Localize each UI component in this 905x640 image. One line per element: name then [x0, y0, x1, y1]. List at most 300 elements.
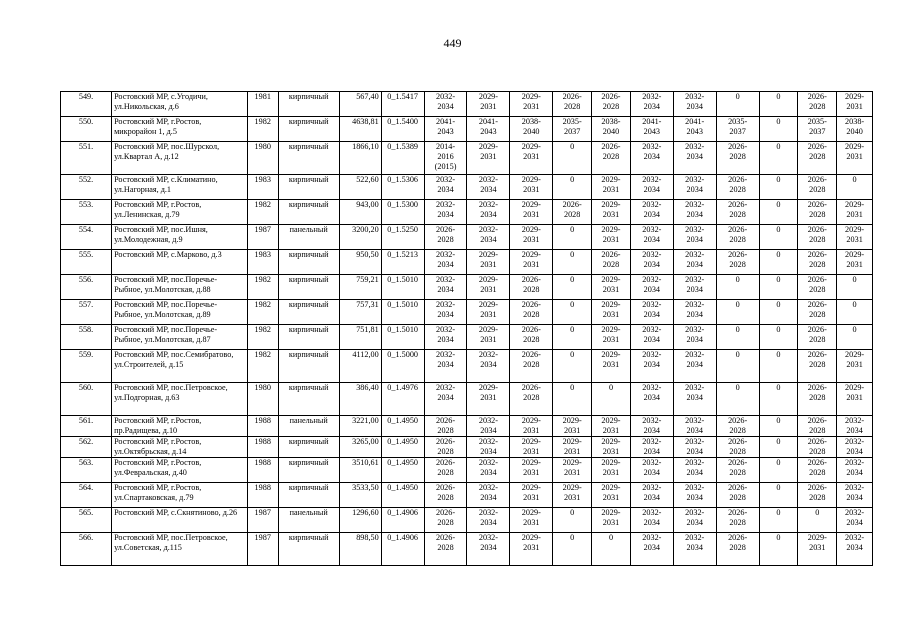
period-cell: 2032- 2034	[467, 458, 510, 483]
period-cell: 0	[553, 275, 592, 300]
area-cell: 4638,81	[339, 117, 381, 142]
period-cell: 2026- 2028	[798, 225, 837, 250]
period-cell: 2038- 2040	[837, 117, 873, 142]
year-cell: 1988	[247, 458, 278, 483]
period-cell: 2029- 2031	[510, 200, 553, 225]
row-number-cell: 561.	[61, 416, 112, 437]
period-cell: 2041- 2043	[673, 117, 716, 142]
period-cell: 2029- 2031	[592, 275, 631, 300]
period-cell: 2032- 2034	[630, 383, 673, 416]
period-cell: 0	[716, 383, 759, 416]
address-cell: Ростовский МР, с.Климатино, ул.Нагорная, д.1	[112, 175, 248, 200]
period-cell: 2029- 2031	[553, 458, 592, 483]
period-cell: 2032- 2034	[673, 325, 716, 350]
period-cell: 0	[759, 92, 798, 117]
row-number-cell: 556.	[61, 275, 112, 300]
period-cell: 2032- 2034	[424, 175, 467, 200]
table-row	[61, 533, 873, 566]
table-row	[61, 175, 873, 200]
period-cell: 2026- 2028	[510, 300, 553, 325]
period-cell: 2029- 2031	[467, 325, 510, 350]
period-cell: 2032- 2034	[837, 437, 873, 458]
period-cell: 2026- 2028	[424, 533, 467, 566]
page-number: 449	[443, 36, 462, 50]
rate-cell: 0_1.5213	[381, 250, 424, 275]
period-cell: 0	[759, 437, 798, 458]
period-cell: 2029- 2031	[592, 175, 631, 200]
row-number-cell: 566.	[61, 533, 112, 566]
period-cell: 2035- 2037	[553, 117, 592, 142]
period-cell: 2041- 2043	[467, 117, 510, 142]
period-cell: 0	[759, 300, 798, 325]
period-cell: 0	[553, 225, 592, 250]
area-cell: 759,21	[339, 275, 381, 300]
period-cell: 2026- 2028	[592, 142, 631, 175]
period-cell: 2032- 2034	[467, 437, 510, 458]
period-cell: 2032- 2034	[630, 416, 673, 437]
period-cell: 2026- 2028	[510, 350, 553, 383]
period-cell: 2026- 2028	[424, 225, 467, 250]
area-cell: 3265,00	[339, 437, 381, 458]
rate-cell: 0_1.5010	[381, 275, 424, 300]
rate-cell: 0_1.4950	[381, 416, 424, 437]
rate-cell: 0_1.4950	[381, 458, 424, 483]
address-cell: Ростовский МР, пос.Поречье-Рыбное, ул.Молотская, д.87	[112, 325, 248, 350]
material-cell: кирпичный	[278, 275, 339, 300]
period-cell: 0	[759, 117, 798, 142]
period-cell: 0	[837, 175, 873, 200]
year-cell: 1987	[247, 508, 278, 533]
address-cell: Ростовский МР, пос.Семибратово, ул.Строителей, д.15	[112, 350, 248, 383]
period-cell: 0	[759, 200, 798, 225]
row-number-cell: 563.	[61, 458, 112, 483]
period-cell: 2032- 2034	[630, 92, 673, 117]
material-cell: кирпичный	[278, 325, 339, 350]
period-cell: 2032- 2034	[467, 416, 510, 437]
period-cell: 2032- 2034	[630, 350, 673, 383]
address-cell: Ростовский МР, с.Скнятиново, д.26	[112, 508, 248, 533]
period-cell: 2032- 2034	[630, 458, 673, 483]
period-cell: 2026- 2028	[716, 437, 759, 458]
period-cell: 2029- 2031	[592, 483, 631, 508]
period-cell: 0	[759, 383, 798, 416]
period-cell: 2029- 2031	[510, 250, 553, 275]
period-cell: 2029- 2031	[510, 416, 553, 437]
period-cell: 2029- 2031	[592, 225, 631, 250]
period-cell: 2029- 2031	[510, 458, 553, 483]
period-cell: 2032- 2034	[673, 508, 716, 533]
period-cell: 2026- 2028	[716, 508, 759, 533]
material-cell: панельный	[278, 416, 339, 437]
period-cell: 2032- 2034	[837, 483, 873, 508]
period-cell: 2029- 2031	[510, 508, 553, 533]
material-cell: кирпичный	[278, 92, 339, 117]
period-cell: 2029- 2031	[592, 200, 631, 225]
material-cell: кирпичный	[278, 175, 339, 200]
year-cell: 1982	[247, 275, 278, 300]
period-cell: 2029- 2031	[510, 175, 553, 200]
period-cell: 0	[716, 350, 759, 383]
period-cell: 2029- 2031	[553, 416, 592, 437]
area-cell: 943,00	[339, 200, 381, 225]
period-cell: 2032- 2034	[673, 200, 716, 225]
area-cell: 751,81	[339, 325, 381, 350]
period-cell: 2032- 2034	[424, 350, 467, 383]
address-cell: Ростовский МР, пос.Поречье-Рыбное, ул.Молотская, д.89	[112, 300, 248, 325]
period-cell: 0	[759, 142, 798, 175]
material-cell: кирпичный	[278, 142, 339, 175]
period-cell: 2032- 2034	[467, 483, 510, 508]
period-cell: 2029- 2031	[510, 483, 553, 508]
table-row	[61, 200, 873, 225]
address-cell: Ростовский МР, г.Ростов, пр.Радищева, д.10	[112, 416, 248, 437]
year-cell: 1982	[247, 300, 278, 325]
address-cell: Ростовский МР, г.Ростов, ул.Февральская, д.40	[112, 458, 248, 483]
table-row	[61, 142, 873, 175]
year-cell: 1987	[247, 533, 278, 566]
period-cell: 2026- 2028	[798, 483, 837, 508]
period-cell: 0	[553, 142, 592, 175]
period-cell: 2026- 2028	[592, 250, 631, 275]
period-cell: 2026- 2028	[592, 92, 631, 117]
row-number-cell: 550.	[61, 117, 112, 142]
period-cell: 0	[759, 533, 798, 566]
period-cell: 2032- 2034	[837, 416, 873, 437]
table-row	[61, 275, 873, 300]
row-number-cell: 555.	[61, 250, 112, 275]
period-cell: 2032- 2034	[673, 275, 716, 300]
period-cell: 2032- 2034	[424, 325, 467, 350]
period-cell: 2032- 2034	[630, 325, 673, 350]
rate-cell: 0_1.5417	[381, 92, 424, 117]
period-cell: 2026- 2028	[510, 325, 553, 350]
period-cell: 2029- 2031	[592, 350, 631, 383]
year-cell: 1982	[247, 117, 278, 142]
period-cell: 2026- 2028	[510, 383, 553, 416]
address-cell: Ростовский МР, г.Ростов, микрорайон 1, д.5	[112, 117, 248, 142]
period-cell: 2026- 2028	[716, 175, 759, 200]
rate-cell: 0_1.5306	[381, 175, 424, 200]
period-cell: 2029- 2031	[510, 225, 553, 250]
period-cell: 2038- 2040	[592, 117, 631, 142]
period-cell: 2014- 2016 (2015)	[424, 142, 467, 175]
period-cell: 2029- 2031	[553, 483, 592, 508]
address-cell: Ростовский МР, с.Марково, д.3	[112, 250, 248, 275]
area-cell: 1866,10	[339, 142, 381, 175]
table-row	[61, 225, 873, 250]
material-cell: кирпичный	[278, 437, 339, 458]
rate-cell: 0_1.4976	[381, 383, 424, 416]
rate-cell: 0_1.5010	[381, 325, 424, 350]
period-cell: 2032- 2034	[630, 300, 673, 325]
year-cell: 1980	[247, 383, 278, 416]
rate-cell: 0_1.5300	[381, 200, 424, 225]
area-cell: 386,40	[339, 383, 381, 416]
period-cell: 0	[759, 350, 798, 383]
period-cell: 0	[759, 416, 798, 437]
period-cell: 0	[553, 508, 592, 533]
period-cell: 2026- 2028	[424, 508, 467, 533]
period-cell: 2026- 2028	[716, 458, 759, 483]
material-cell: кирпичный	[278, 458, 339, 483]
period-cell: 2032- 2034	[424, 250, 467, 275]
area-cell: 3221,00	[339, 416, 381, 437]
row-number-cell: 552.	[61, 175, 112, 200]
table-row	[61, 325, 873, 350]
period-cell: 2035- 2037	[716, 117, 759, 142]
address-cell: Ростовский МР, г.Ростов, ул.Ленинская, д.79	[112, 200, 248, 225]
period-cell: 2041- 2043	[424, 117, 467, 142]
material-cell: кирпичный	[278, 350, 339, 383]
period-cell: 0	[716, 92, 759, 117]
area-cell: 757,31	[339, 300, 381, 325]
period-cell: 2032- 2034	[673, 437, 716, 458]
period-cell: 2029- 2031	[467, 92, 510, 117]
period-cell: 2026- 2028	[798, 92, 837, 117]
period-cell: 2026- 2028	[798, 383, 837, 416]
period-cell: 2026- 2028	[424, 416, 467, 437]
period-cell: 2032- 2034	[673, 250, 716, 275]
period-cell: 2026- 2028	[424, 458, 467, 483]
table-row	[61, 458, 873, 483]
row-number-cell: 551.	[61, 142, 112, 175]
period-cell: 0	[553, 300, 592, 325]
row-number-cell: 564.	[61, 483, 112, 508]
period-cell: 2029- 2031	[510, 142, 553, 175]
rate-cell: 0_1.5400	[381, 117, 424, 142]
period-cell: 2026- 2028	[798, 142, 837, 175]
period-cell: 2026- 2028	[716, 200, 759, 225]
period-cell: 0	[759, 175, 798, 200]
period-cell: 2026- 2028	[798, 416, 837, 437]
period-cell: 2029- 2031	[467, 142, 510, 175]
period-cell: 2026- 2028	[716, 533, 759, 566]
period-cell: 2032- 2034	[673, 175, 716, 200]
period-cell: 2032- 2034	[630, 508, 673, 533]
table-row	[61, 437, 873, 458]
period-cell: 2029- 2031	[837, 142, 873, 175]
period-cell: 2029- 2031	[467, 300, 510, 325]
row-number-cell: 557.	[61, 300, 112, 325]
material-cell: панельный	[278, 225, 339, 250]
table-row	[61, 92, 873, 117]
area-cell: 522,60	[339, 175, 381, 200]
address-cell: Ростовский МР, г.Ростов, ул.Спартаковская, д.79	[112, 483, 248, 508]
table-row	[61, 416, 873, 437]
row-number-cell: 562.	[61, 437, 112, 458]
period-cell: 2029- 2031	[510, 92, 553, 117]
period-cell: 2032- 2034	[673, 92, 716, 117]
period-cell: 2029- 2031	[837, 383, 873, 416]
period-cell: 2029- 2031	[467, 275, 510, 300]
period-cell: 0	[553, 250, 592, 275]
housing-repair-table	[60, 91, 873, 566]
period-cell: 2032- 2034	[424, 92, 467, 117]
period-cell: 0	[716, 325, 759, 350]
period-cell: 0	[553, 325, 592, 350]
period-cell: 2026- 2028	[553, 92, 592, 117]
period-cell: 2029- 2031	[798, 533, 837, 566]
period-cell: 2032- 2034	[837, 508, 873, 533]
period-cell: 2029- 2031	[592, 325, 631, 350]
period-cell: 2026- 2028	[716, 416, 759, 437]
year-cell: 1980	[247, 142, 278, 175]
period-cell: 2032- 2034	[673, 142, 716, 175]
period-cell: 2029- 2031	[592, 416, 631, 437]
period-cell: 2032- 2034	[630, 142, 673, 175]
period-cell: 2026- 2028	[716, 250, 759, 275]
period-cell: 0	[553, 533, 592, 566]
rate-cell: 0_1.5010	[381, 300, 424, 325]
rate-cell: 0_1.5250	[381, 225, 424, 250]
table-row	[61, 508, 873, 533]
rate-cell: 0_1.5389	[381, 142, 424, 175]
address-cell: Ростовский МР, г.Ростов, ул.Октябрьская, д.14	[112, 437, 248, 458]
area-cell: 3533,50	[339, 483, 381, 508]
period-cell: 2032- 2034	[630, 225, 673, 250]
period-cell: 0	[592, 383, 631, 416]
material-cell: кирпичный	[278, 533, 339, 566]
address-cell: Ростовский МР, пос.Петровское, ул.Советская, д.115	[112, 533, 248, 566]
year-cell: 1987	[247, 225, 278, 250]
area-cell: 3200,20	[339, 225, 381, 250]
material-cell: кирпичный	[278, 483, 339, 508]
material-cell: кирпичный	[278, 383, 339, 416]
period-cell: 2026- 2028	[424, 437, 467, 458]
period-cell: 2026- 2028	[716, 483, 759, 508]
address-cell: Ростовский МР, пос.Поречье-Рыбное, ул.Молотская, д.88	[112, 275, 248, 300]
period-cell: 2032- 2034	[467, 533, 510, 566]
period-cell: 0	[837, 275, 873, 300]
table-row	[61, 483, 873, 508]
period-cell: 0	[759, 483, 798, 508]
period-cell: 2029- 2031	[837, 250, 873, 275]
table-row	[61, 250, 873, 275]
period-cell: 0	[759, 250, 798, 275]
period-cell: 2032- 2034	[424, 383, 467, 416]
period-cell: 2029- 2031	[837, 350, 873, 383]
row-number-cell: 559.	[61, 350, 112, 383]
period-cell: 2032- 2034	[630, 533, 673, 566]
area-cell: 4112,00	[339, 350, 381, 383]
year-cell: 1982	[247, 200, 278, 225]
period-cell: 2026- 2028	[798, 458, 837, 483]
period-cell: 0	[759, 325, 798, 350]
period-cell: 2032- 2034	[630, 200, 673, 225]
area-cell: 567,40	[339, 92, 381, 117]
period-cell: 2029- 2031	[837, 225, 873, 250]
period-cell: 2026- 2028	[798, 325, 837, 350]
period-cell: 0	[716, 275, 759, 300]
row-number-cell: 558.	[61, 325, 112, 350]
period-cell: 2038- 2040	[510, 117, 553, 142]
period-cell: 2029- 2031	[592, 508, 631, 533]
period-cell: 0	[553, 350, 592, 383]
period-cell: 2032- 2034	[673, 383, 716, 416]
period-cell: 2026- 2028	[798, 200, 837, 225]
period-cell: 0	[759, 225, 798, 250]
period-cell: 2032- 2034	[630, 275, 673, 300]
period-cell: 0	[759, 275, 798, 300]
period-cell: 2029- 2031	[467, 250, 510, 275]
period-cell: 2032- 2034	[424, 200, 467, 225]
period-cell: 2032- 2034	[424, 300, 467, 325]
year-cell: 1983	[247, 250, 278, 275]
material-cell: панельный	[278, 508, 339, 533]
area-cell: 950,50	[339, 250, 381, 275]
area-cell: 898,50	[339, 533, 381, 566]
area-cell: 3510,61	[339, 458, 381, 483]
year-cell: 1982	[247, 325, 278, 350]
period-cell: 2029- 2031	[510, 533, 553, 566]
rate-cell: 0_1.5000	[381, 350, 424, 383]
period-cell: 2032- 2034	[467, 508, 510, 533]
material-cell: кирпичный	[278, 300, 339, 325]
period-cell: 2026- 2028	[798, 175, 837, 200]
period-cell: 0	[837, 300, 873, 325]
period-cell: 2032- 2034	[837, 458, 873, 483]
period-cell: 2032- 2034	[630, 250, 673, 275]
table-row	[61, 117, 873, 142]
period-cell: 2032- 2034	[673, 416, 716, 437]
period-cell: 2026- 2028	[553, 200, 592, 225]
area-cell: 1296,60	[339, 508, 381, 533]
period-cell: 2026- 2028	[798, 350, 837, 383]
table-row	[61, 300, 873, 325]
year-cell: 1981	[247, 92, 278, 117]
rate-cell: 0_1.4950	[381, 437, 424, 458]
period-cell: 2026- 2028	[798, 275, 837, 300]
period-cell: 2035- 2037	[798, 117, 837, 142]
period-cell: 2029- 2031	[510, 437, 553, 458]
address-cell: Ростовский МР, пос.Петровское, ул.Подгорная, д.63	[112, 383, 248, 416]
period-cell: 2041- 2043	[630, 117, 673, 142]
period-cell: 2032- 2034	[673, 300, 716, 325]
period-cell: 0	[553, 383, 592, 416]
address-cell: Ростовский МР, пос.Ишня, ул.Молодежная, д.9	[112, 225, 248, 250]
period-cell: 2032- 2034	[673, 225, 716, 250]
period-cell: 2032- 2034	[630, 483, 673, 508]
rate-cell: 0_1.4950	[381, 483, 424, 508]
period-cell: 2032- 2034	[837, 533, 873, 566]
period-cell: 2032- 2034	[467, 200, 510, 225]
period-cell: 2026- 2028	[510, 275, 553, 300]
year-cell: 1983	[247, 175, 278, 200]
row-number-cell: 565.	[61, 508, 112, 533]
row-number-cell: 560.	[61, 383, 112, 416]
material-cell: кирпичный	[278, 250, 339, 275]
period-cell: 2032- 2034	[673, 533, 716, 566]
address-cell: Ростовский МР, пос.Шурскол, ул.Квартал А, д.12	[112, 142, 248, 175]
period-cell: 2026- 2028	[716, 142, 759, 175]
period-cell: 2032- 2034	[424, 275, 467, 300]
period-cell: 2032- 2034	[630, 437, 673, 458]
year-cell: 1988	[247, 437, 278, 458]
rate-cell: 0_1.4906	[381, 533, 424, 566]
period-cell: 2029- 2031	[837, 92, 873, 117]
year-cell: 1982	[247, 350, 278, 383]
period-cell: 0	[759, 508, 798, 533]
period-cell: 2029- 2031	[592, 458, 631, 483]
period-cell: 2029- 2031	[592, 300, 631, 325]
period-cell: 2029- 2031	[592, 437, 631, 458]
period-cell: 0	[553, 175, 592, 200]
period-cell: 2029- 2031	[553, 437, 592, 458]
material-cell: кирпичный	[278, 117, 339, 142]
period-cell: 2032- 2034	[673, 483, 716, 508]
table-row	[61, 383, 873, 416]
period-cell: 2026- 2028	[798, 300, 837, 325]
